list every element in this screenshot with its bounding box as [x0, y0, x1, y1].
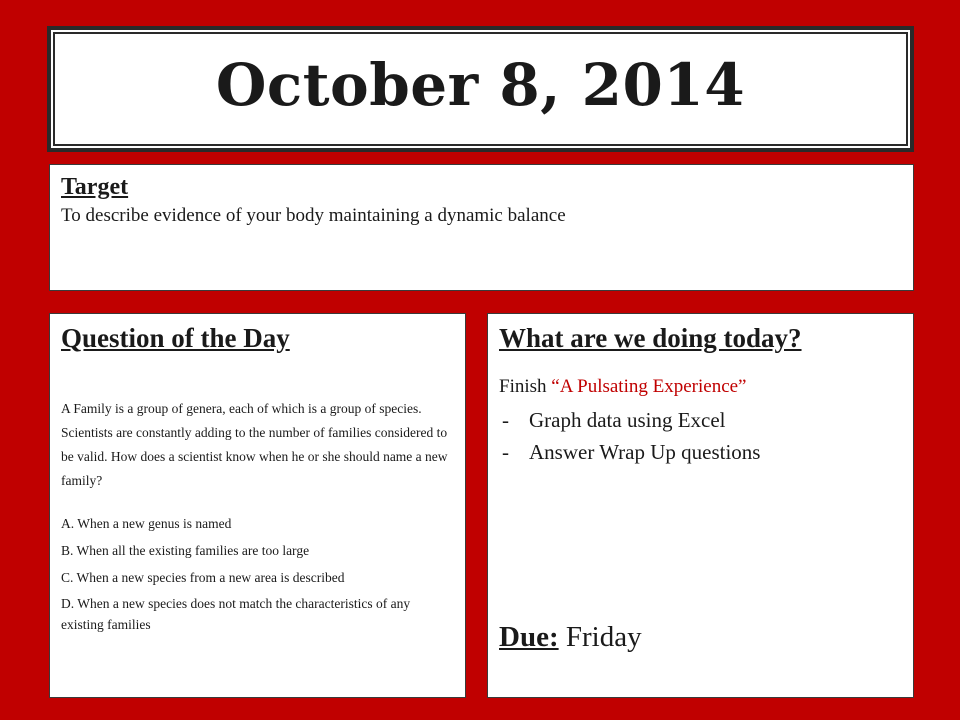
target-heading: Target — [61, 174, 129, 200]
answer-option-b: B. When all the existing families are too large — [61, 543, 310, 558]
task-text: Graph data using Excel — [529, 408, 726, 432]
target-text: To describe evidence of your body maintaining a dynamic balance — [61, 205, 566, 226]
due-label: Due: — [499, 621, 559, 653]
finish-line — [499, 376, 902, 398]
question-text: A Family is a group of genera, each of which is a group of species. Scientists are constantly adding to the number of families considered to be valid. How does a scientist know when he or she should name a new family? — [61, 401, 448, 488]
title-banner — [47, 26, 914, 152]
task-item — [499, 436, 902, 468]
task-item — [499, 404, 902, 436]
due-value: Friday — [565, 621, 642, 653]
task-list — [499, 404, 902, 468]
agenda-heading: What are we doing today? — [499, 323, 802, 353]
answer-option-d: D. When a new species does not match the characteristics of any existing families — [61, 596, 411, 632]
answer-option-c: C. When a new species from a new area is described — [61, 570, 345, 585]
task-marker: - — [502, 408, 509, 432]
activity-title: “A Pulsating Experience” — [551, 376, 747, 397]
answer-option-a: A. When a new genus is named — [61, 516, 232, 531]
answer-list — [61, 512, 454, 635]
question-of-the-day-panel — [49, 313, 466, 698]
question-heading: Question of the Day — [61, 323, 290, 353]
agenda-panel — [487, 313, 914, 698]
finish-prefix: Finish — [499, 376, 552, 397]
task-marker: - — [502, 440, 509, 464]
target-panel — [49, 164, 914, 291]
task-text: Answer Wrap Up questions — [529, 440, 761, 464]
slide-title: October 8, 2014 — [215, 51, 746, 119]
due-line — [499, 621, 642, 654]
